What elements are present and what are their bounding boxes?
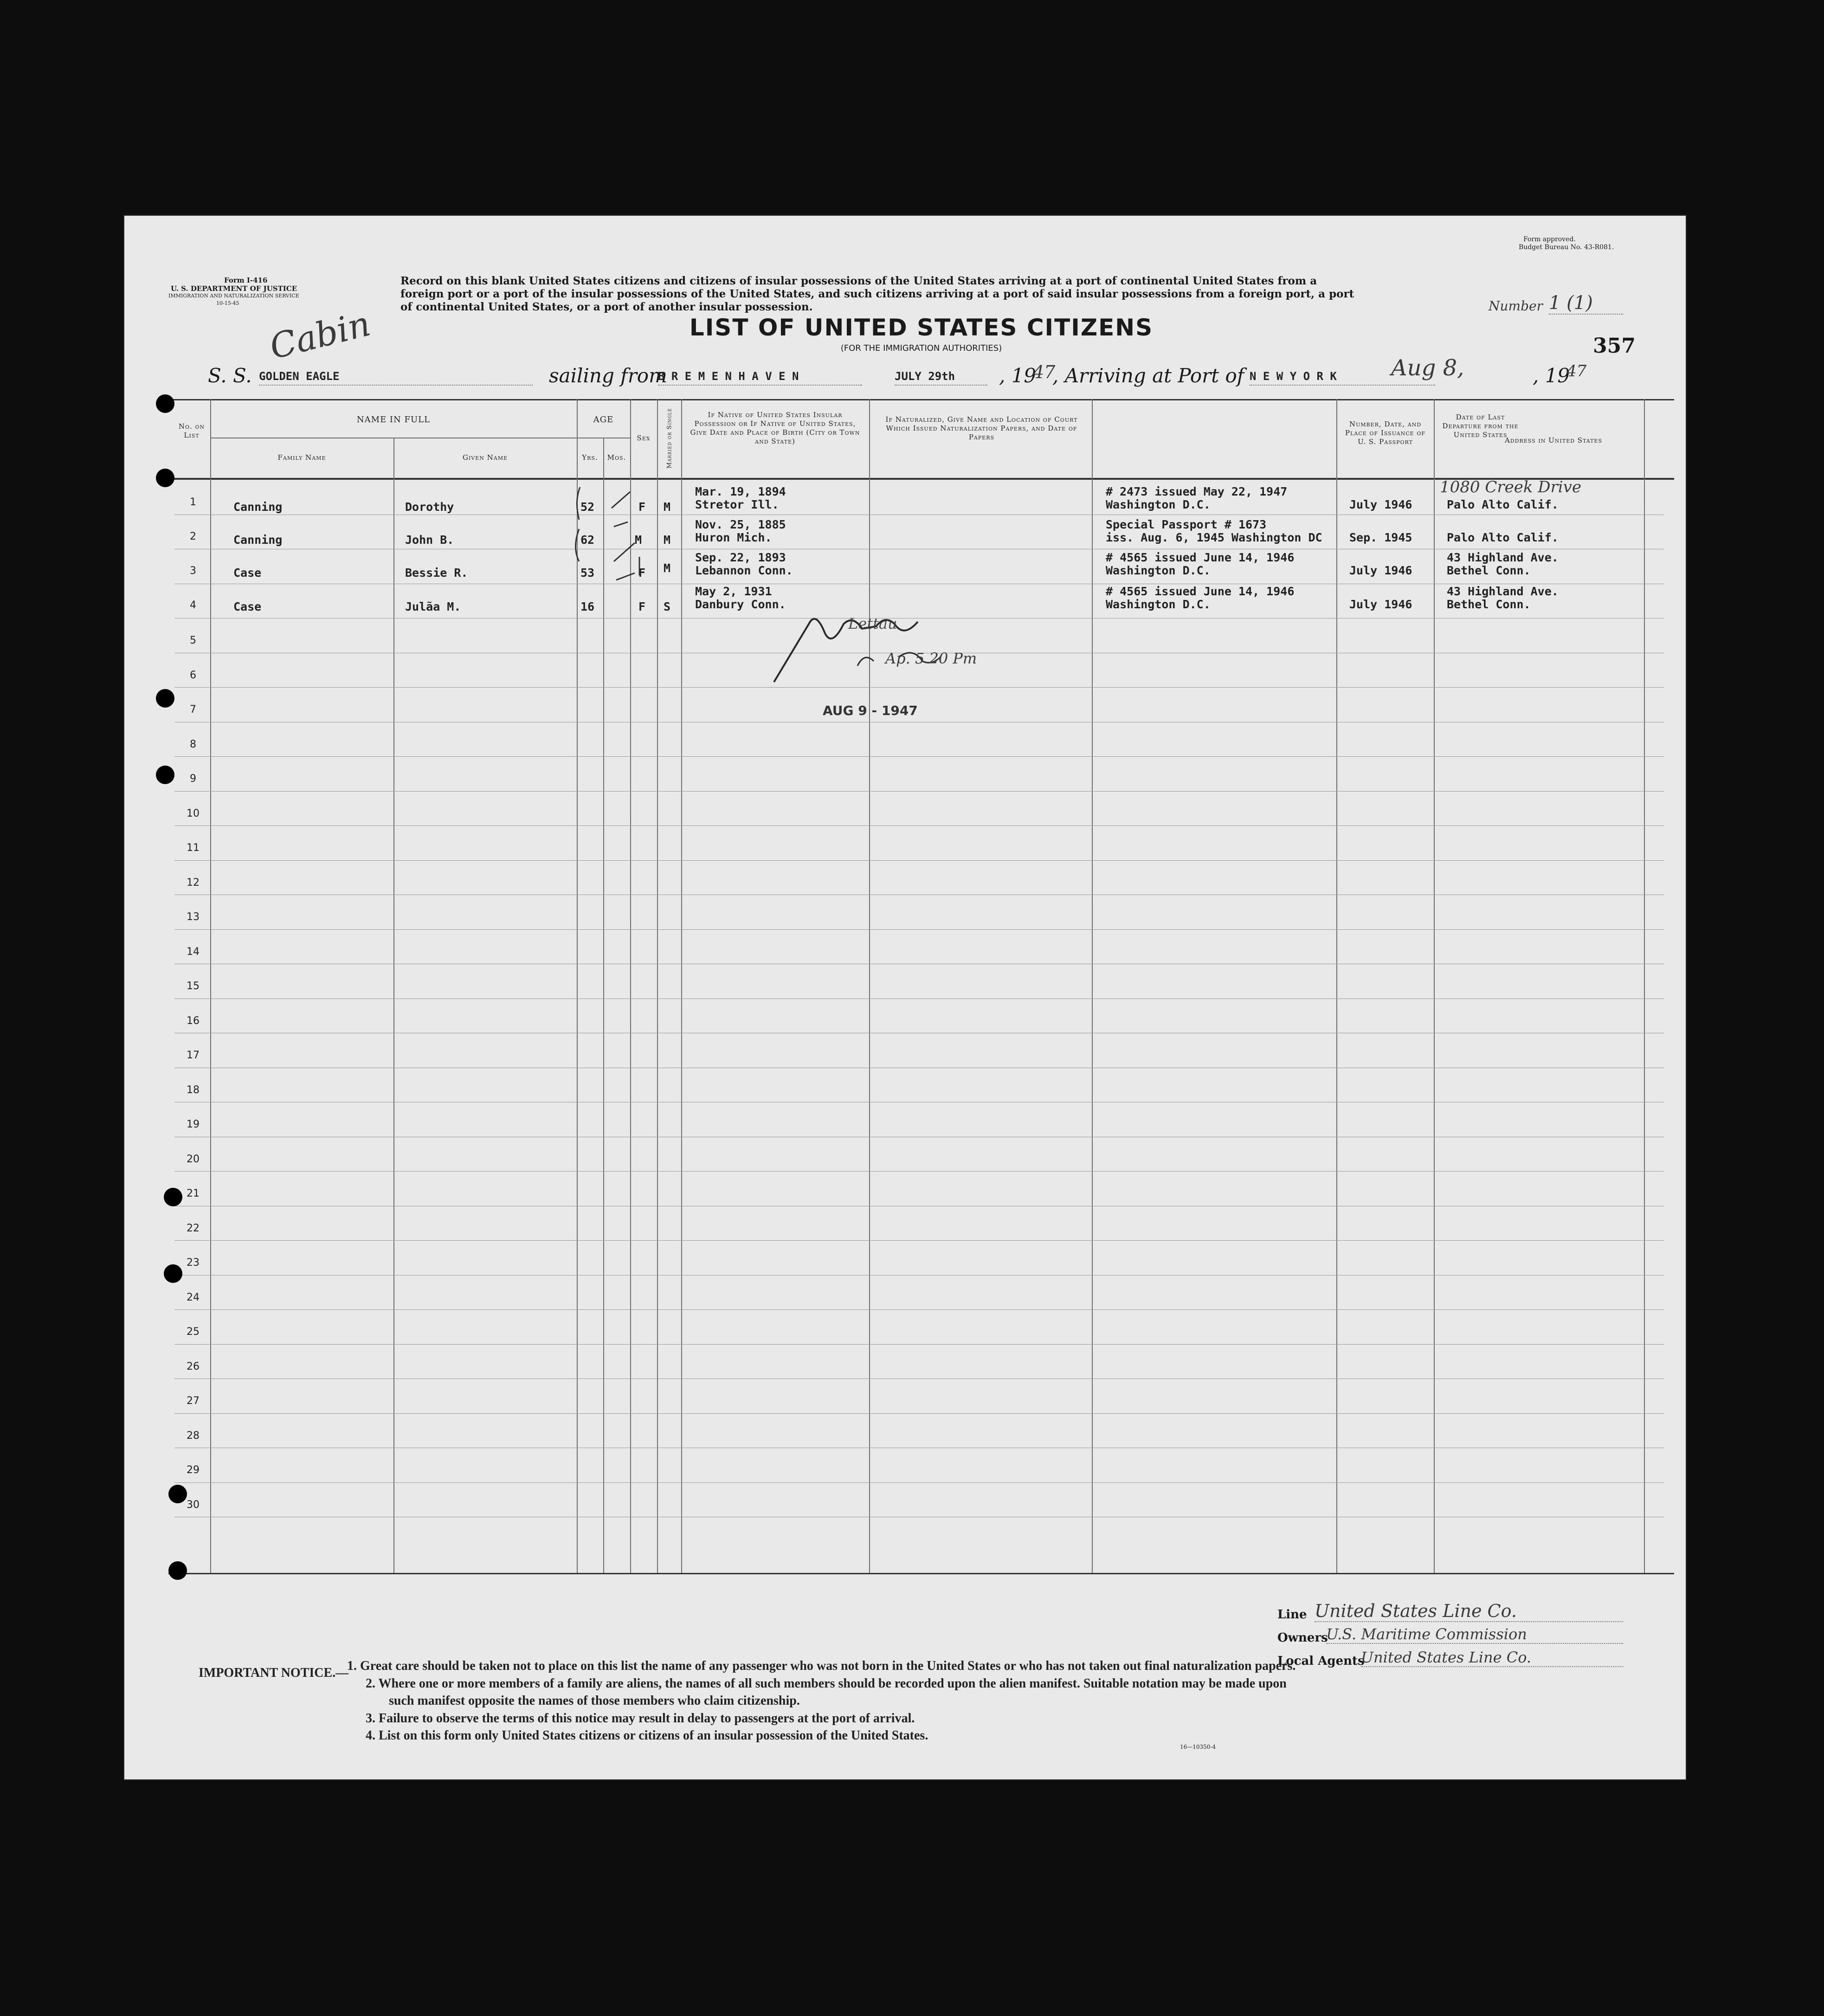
last-departure: July 1946: [1349, 564, 1412, 577]
last-departure: Sep. 1945: [1349, 531, 1412, 544]
address-line-2: Bethel Conn.: [1447, 564, 1531, 577]
header-sex: Sex: [637, 434, 651, 442]
header-married-single: Married or Single: [666, 408, 673, 469]
family-name: Case: [233, 600, 262, 613]
family-name: Canning: [233, 533, 283, 547]
notice-item-2a: 2. Where one or more members of a family are aliens, the names of all such members should be recorded upon the alien manifest. Suitable notation may be made upon: [366, 1676, 1287, 1691]
row-separator: [174, 998, 1664, 999]
empty-row-number: 15: [187, 980, 200, 992]
number-label: Number: [1489, 298, 1543, 314]
given-name: Julãa M.: [405, 600, 461, 613]
empty-row-number: 30: [187, 1499, 200, 1511]
notice-item-4: 4. List on this form only United States citizens or citizens of an insular possession of the United States.: [366, 1728, 928, 1743]
empty-row-number: 20: [187, 1153, 200, 1165]
empty-row-number: 7: [190, 704, 196, 715]
empty-row-number: 24: [187, 1292, 200, 1303]
owners-label: Owners: [1277, 1631, 1328, 1645]
header-passport: Number, Date, and Place of Issuance of U. S. Passport: [1345, 420, 1426, 446]
budget-bureau: Budget Bureau No. 43-R081.: [1519, 244, 1614, 251]
row-separator: [174, 825, 1664, 826]
arrival-year: 47: [1566, 362, 1587, 380]
passport-number: # 4565 issued June 14, 1946: [1106, 585, 1295, 598]
row-number: 1: [190, 496, 196, 508]
birth-date: Sep. 22, 1893: [695, 551, 786, 564]
row-separator: [174, 929, 1664, 930]
empty-row-number: 22: [187, 1223, 200, 1234]
form-title: LIST OF UNITED STATES CITIZENS: [689, 314, 1154, 341]
address-line-2: Palo Alto Calif.: [1447, 498, 1559, 511]
birth-place: Stretor Ill.: [695, 498, 779, 511]
form-number: Form I-416: [224, 276, 268, 284]
row-separator: [174, 1413, 1664, 1414]
departure-year: 47: [1033, 362, 1056, 382]
department: U. S. DEPARTMENT OF JUSTICE: [171, 284, 297, 293]
row-number: 3: [190, 565, 196, 577]
form-date: 10-15-45: [216, 300, 239, 306]
birth-date: May 2, 1931: [695, 585, 772, 598]
page-number: 357: [1593, 334, 1636, 358]
empty-row-number: 26: [187, 1361, 200, 1372]
inspector-signature: Lettau: [848, 615, 897, 632]
departure-date: JULY 29th: [895, 370, 987, 386]
passport-place: Washington D.C.: [1106, 564, 1211, 577]
empty-row-number: 8: [190, 739, 196, 750]
header-yrs: Yrs.: [582, 453, 598, 462]
col-divider-address: [1644, 399, 1645, 1573]
manifest-page: [124, 216, 1686, 1779]
birth-place: Huron Mich.: [695, 531, 772, 544]
form-subtitle: (FOR THE IMMIGRATION AUTHORITIES): [840, 343, 1002, 353]
line-label: Line: [1277, 1608, 1307, 1622]
punch-hole: [164, 1188, 182, 1206]
passport-place: Washington D.C.: [1106, 498, 1211, 511]
service: IMMIGRATION AND NATURALIZATION SERVICE: [168, 293, 299, 299]
empty-row-number: 11: [187, 842, 200, 854]
passport-number: Special Passport # 1673: [1106, 518, 1267, 531]
agents-label: Local Agents: [1277, 1654, 1365, 1668]
ss-label: S. S.: [208, 364, 252, 387]
notice-title: IMPORTANT NOTICE.—: [199, 1666, 349, 1680]
header-name-in-full: NAME IN FULL: [356, 415, 431, 425]
print-code: 16—10350-4: [1180, 1744, 1216, 1750]
arrival-port: N E W Y O R K: [1250, 370, 1435, 386]
header-mos: Mos.: [607, 453, 626, 462]
empty-row-number: 25: [187, 1326, 200, 1338]
given-name: Bessie R.: [405, 566, 468, 580]
empty-row-number: 27: [187, 1395, 200, 1407]
sailing-from-label: sailing from: [549, 364, 667, 387]
address-line-1: 43 Highland Ave.: [1447, 551, 1559, 564]
notice-item-1: 1. Great care should be taken not to place on this list the name of any passenger who was not born in the United States or who has not taken out final naturalization papers.: [347, 1659, 1296, 1673]
row-separator: [174, 1378, 1664, 1379]
form-approved: Form approved.: [1523, 236, 1576, 243]
empty-row-number: 14: [187, 946, 200, 958]
row-separator: [174, 756, 1664, 757]
empty-row-number: 18: [187, 1084, 200, 1096]
empty-row-number: 28: [187, 1430, 200, 1442]
instructions-line-3: of continental United States, or a port of another insular possession.: [400, 301, 813, 313]
birth-date: Mar. 19, 1894: [695, 485, 786, 498]
date-stamp: AUG 9 - 1947: [823, 703, 918, 718]
sex: F: [638, 600, 646, 613]
header-given-name: Given Name: [462, 453, 508, 462]
empty-row-number: 12: [187, 877, 200, 889]
marital-status: M: [664, 500, 671, 514]
age-years: 53: [580, 566, 595, 580]
row-separator: [174, 860, 1664, 861]
punch-hole: [156, 689, 174, 708]
punch-hole: [156, 469, 174, 487]
age-years: 62: [580, 533, 595, 547]
row-separator: [174, 1240, 1664, 1241]
agents-value: United States Line Co.: [1361, 1649, 1623, 1667]
passport-place: iss. Aug. 6, 1945 Washington DC: [1106, 531, 1322, 544]
given-name: Dorothy: [405, 500, 454, 514]
col-divider-family: [393, 438, 394, 1573]
table-bottom-border: [168, 1573, 1674, 1574]
marital-status: S: [664, 600, 671, 613]
row-number: 2: [190, 531, 196, 542]
address-line-1: 1080 Creek Drive: [1440, 478, 1581, 496]
empty-row-number: 6: [190, 670, 196, 681]
passport-place: Washington D.C.: [1106, 598, 1211, 611]
notice-item-2b: such manifest opposite the names of those members who claim citizenship.: [389, 1694, 800, 1708]
row-separator: [174, 1171, 1664, 1172]
empty-row-number: 13: [187, 911, 200, 923]
age-years: 16: [580, 600, 595, 613]
arriving-label: , Arriving at Port of: [1052, 364, 1244, 387]
col-divider-no: [210, 399, 211, 1573]
age-years: 52: [580, 500, 595, 514]
header-age: AGE: [593, 415, 614, 425]
address-line-2: Bethel Conn.: [1447, 598, 1531, 611]
header-naturalized: If Naturalized, Give Name and Location of Court Which Issued Naturalization Papers, and Date of Papers: [885, 415, 1078, 441]
birth-date: Nov. 25, 1885: [695, 518, 786, 531]
notice-item-3: 3. Failure to observe the terms of this notice may result in delay to passengers at the port of arrival.: [366, 1711, 915, 1726]
row-separator: [174, 1344, 1664, 1345]
marital-status: M: [664, 561, 671, 575]
col-divider-departure: [1434, 399, 1435, 1573]
empty-row-number: 21: [187, 1188, 200, 1199]
passport-number: # 4565 issued June 14, 1946: [1106, 551, 1295, 564]
header-native-birth: If Native of United States Insular Possession or If Native of United States, Give Date and Place of Birth (City or Town and State): [690, 411, 860, 445]
arrival-year-prefix: , 19: [1533, 364, 1570, 387]
arrival-date: Aug 8,: [1391, 355, 1464, 381]
instructions-line-1: Record on this blank United States citizens and citizens of insular possessions of the United States arriving at a port of continental United States from a: [400, 275, 1317, 287]
empty-row-number: 10: [187, 808, 200, 819]
cabin-note: Cabin: [265, 303, 374, 367]
punch-hole: [156, 394, 174, 413]
row-separator: [174, 791, 1664, 792]
col-divider-naturalized: [1092, 399, 1093, 1573]
address-line-1: 43 Highland Ave.: [1447, 585, 1559, 598]
line-value: United States Line Co.: [1315, 1601, 1623, 1622]
marital-status: M: [664, 533, 671, 547]
birth-place: Danbury Conn.: [695, 598, 786, 611]
punch-hole: [156, 766, 174, 784]
birth-place: Lebannon Conn.: [695, 564, 793, 577]
address-line-2: Palo Alto Calif.: [1447, 531, 1559, 544]
empty-row-number: 23: [187, 1257, 200, 1269]
header-no-on-list: No. on List: [178, 422, 205, 439]
ship-name: GOLDEN EAGLE: [259, 370, 533, 386]
punch-hole: [168, 1485, 187, 1503]
last-departure: July 1946: [1349, 498, 1412, 511]
last-departure: July 1946: [1349, 598, 1412, 611]
signature-note: Ap. 5 20 Pm: [885, 650, 977, 667]
col-divider-native: [869, 399, 870, 1573]
row-separator: [174, 1482, 1664, 1483]
sex: M: [635, 533, 642, 547]
passport-number: # 2473 issued May 22, 1947: [1106, 485, 1288, 498]
owners-value: U.S. Maritime Commission: [1326, 1625, 1623, 1644]
table-top-border: [168, 399, 1674, 400]
family-name: Case: [233, 566, 262, 580]
empty-row-number: 5: [190, 635, 196, 646]
header-family-name: Family Name: [277, 453, 326, 462]
check-marks: [570, 483, 709, 617]
empty-row-number: 9: [190, 773, 196, 785]
empty-row-number: 19: [187, 1119, 200, 1130]
col-divider-passport: [1336, 399, 1337, 1573]
header-address: Address in United States: [1505, 436, 1602, 444]
departure-year-prefix: , 19: [999, 364, 1037, 387]
instructions-line-2: foreign port or a port of the insular possessions of the United States, and such citizens arriving at a port of said insular possessions from a foreign port, a port: [400, 288, 1354, 300]
punch-hole: [164, 1264, 182, 1283]
departure-port: B R E M E N H A V E N: [658, 370, 862, 386]
sex: F: [638, 500, 646, 514]
row-separator: [174, 1309, 1664, 1310]
given-name: John B.: [405, 533, 454, 547]
family-name: Canning: [233, 500, 283, 514]
header-last-departure: Date of Last Departure from the United States: [1442, 413, 1519, 439]
empty-row-number: 29: [187, 1464, 200, 1476]
row-number: 4: [190, 599, 196, 611]
punch-hole: [168, 1561, 187, 1580]
sex: F: [638, 566, 646, 580]
empty-row-number: 17: [187, 1050, 200, 1061]
empty-row-number: 16: [187, 1015, 200, 1027]
number-value: 1 (1): [1549, 292, 1623, 315]
